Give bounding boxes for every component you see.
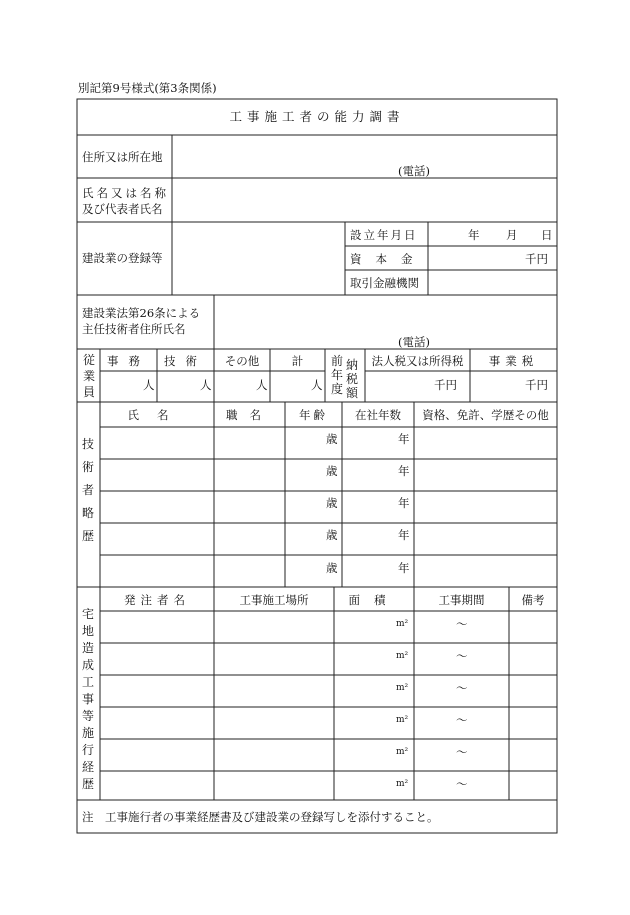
history-row-3-area-unit: m² [396,683,409,693]
registration-field[interactable] [173,223,344,294]
engineer-row-1-age-unit: 歳 [326,432,338,446]
address-label: 住所又は所在地 [82,150,163,164]
name-label-line2: 及び代表者氏名 [82,202,163,216]
employees-unit-technical: 人 [200,378,212,392]
history-row-1-area-unit: m² [396,619,409,629]
chief-engineer-field[interactable] [215,296,556,348]
engineers-header-years: 在社年数 [355,408,401,422]
established-year-label: 年 [468,228,480,242]
form-title: 工事施工者の能力調書 [229,109,405,124]
employees-unit-office: 人 [143,378,155,392]
form-note: 注 工事施行者の事業経歴書及び建設業の登録写しを添付すること。 [82,810,439,824]
history-row-4-period-mark: 〜 [456,713,468,727]
registration-label: 建設業の登録等 [82,251,163,265]
history-header-location: 工事施工場所 [239,593,309,607]
employees-unit-total: 人 [311,378,323,392]
employees-col-total: 計 [291,354,304,368]
history-row-2-area-unit: m² [396,651,409,661]
tax-unit-business: 千円 [525,378,548,392]
tax-unit-income: 千円 [434,378,457,392]
employees-col-other: その他 [224,354,260,368]
tax-vertical-label: 前 年 度 [330,354,343,396]
tax-col-business: 事業税 [488,354,539,368]
engineer-row-4-age-unit: 歳 [326,528,338,542]
established-label: 設立年月日 [350,228,418,242]
engineer-row-2-age-unit: 歳 [326,464,338,478]
history-header-client: 発注者名 [124,593,190,607]
engineer-row-5-years-unit: 年 [398,561,410,575]
capital-unit: 千円 [525,252,548,266]
history-row-1-period-mark: 〜 [456,617,468,631]
history-header-period: 工事期間 [438,593,485,607]
engineers-header-qualifications: 資格、免許、学歴その他 [422,408,549,422]
bank-field[interactable] [429,271,556,294]
history-header-area: 面積 [348,593,400,607]
history-row-6-period-mark: 〜 [456,777,468,791]
name-label-line1: 氏名又は名称 [82,186,169,200]
history-header-remarks: 備考 [521,593,545,607]
address-phone-label: (電話) [398,164,430,178]
tax-col-income: 法人税又は所得税 [371,354,464,368]
engineers-vertical-label: 技 術 者 略 歴 [81,437,94,543]
history-row-5-area-unit: m² [396,747,409,757]
employees-col-technical: 技術 [164,354,207,368]
history-row-5-period-mark: 〜 [456,745,468,759]
history-row-6-area-unit: m² [396,779,409,789]
history-row-4-area-unit: m² [396,715,409,725]
chief-engineer-label-line1: 建設業法第26条による [82,306,201,320]
established-day-label: 日 [541,228,553,242]
chief-engineer-phone-label: (電話) [398,335,430,349]
history-vertical-label: 宅 地 造 成 工 事 等 施 行 経 歴 [81,607,94,791]
capital-label: 資本金 [350,252,427,266]
tax-vertical-label2: 納 税 額 [345,358,358,400]
history-row-3-period-mark: 〜 [456,681,468,695]
address-field[interactable] [173,136,556,177]
employees-vertical-label: 従 業 員 [82,353,95,399]
engineer-row-4-years-unit: 年 [398,528,410,542]
bank-label: 取引金融機関 [350,276,419,290]
engineer-row-3-age-unit: 歳 [326,496,338,510]
name-field[interactable] [173,179,556,221]
engineer-row-3-years-unit: 年 [398,496,410,510]
engineers-header-name: 氏名 [127,408,187,422]
established-month-label: 月 [506,228,518,242]
engineers-header-age: 年齢 [299,408,328,422]
chief-engineer-label-line2: 主任技術者住所氏名 [82,322,186,336]
employees-unit-other: 人 [256,378,268,392]
employees-col-office: 事務 [107,354,150,368]
history-row-2-period-mark: 〜 [456,649,468,663]
engineers-header-title: 職名 [226,408,273,422]
engineer-row-2-years-unit: 年 [398,464,410,478]
engineer-row-5-age-unit: 歳 [326,561,338,575]
form-caption: 別記第9号様式(第3条関係) [78,81,217,95]
engineer-row-1-years-unit: 年 [398,432,410,446]
